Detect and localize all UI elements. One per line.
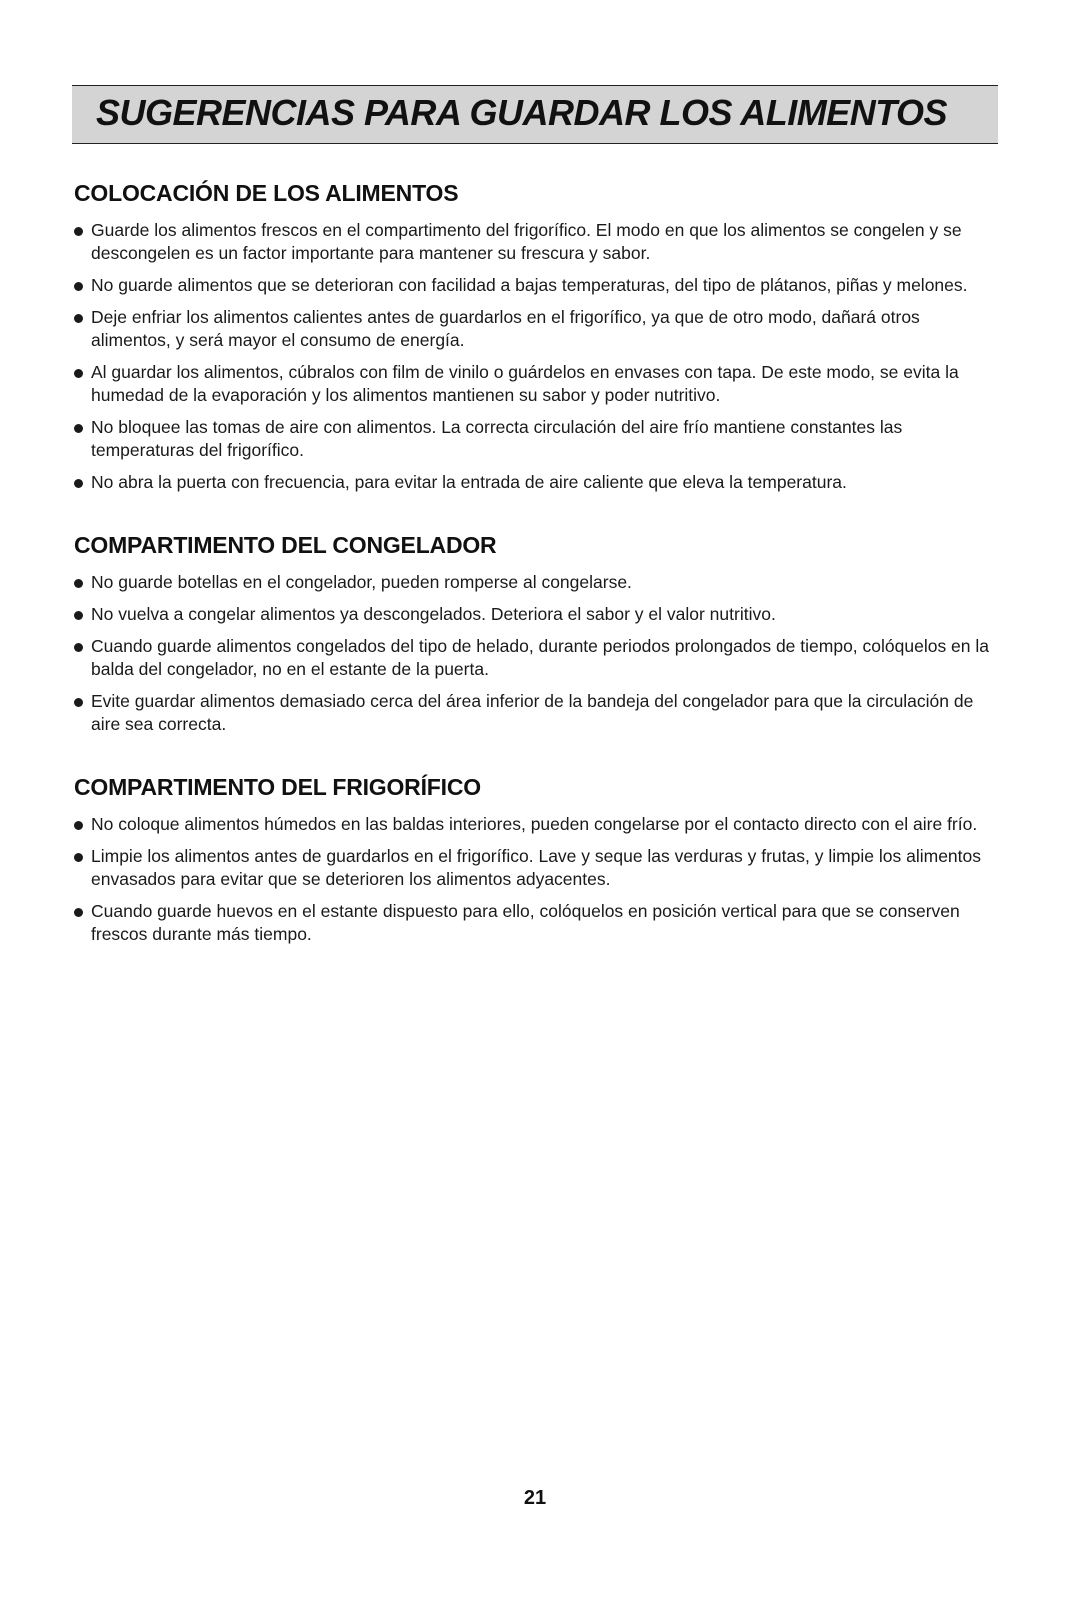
bullet-icon (74, 643, 83, 652)
list-item (74, 813, 994, 836)
bullet-icon (74, 479, 83, 488)
list-item-text: Cuando guarde huevos en el estante dispuesto para ello, colóquelos en posición vertical para que se conserven frescos durante más tiempo. (91, 901, 960, 944)
bullet-icon (74, 369, 83, 378)
list-item (74, 603, 994, 626)
list-item-text: Evite guardar alimentos demasiado cerca del área inferior de la bandeja del congelador para que la circulación de aire sea correcta. (91, 691, 974, 734)
page-number: 21 (523, 1487, 547, 1509)
bullet-icon (74, 314, 83, 323)
bullet-icon (74, 579, 83, 588)
list-item-text: No guarde botellas en el congelador, pueden romperse al congelarse. (91, 572, 632, 592)
bullet-icon (74, 227, 83, 236)
list-item (74, 416, 994, 462)
bullet-icon (74, 698, 83, 707)
document-body (74, 180, 994, 955)
list-item-text: Deje enfriar los alimentos calientes antes de guardarlos en el frigorífico, ya que de otro modo, dañará otros alimentos, y será mayor el consumo de energía. (91, 307, 920, 350)
section-heading: COMPARTIMENTO DEL FRIGORÍFICO (74, 774, 481, 800)
section-heading: COMPARTIMENTO DEL CONGELADOR (74, 532, 497, 558)
list-item-text: No coloque alimentos húmedos en las baldas interiores, pueden congelarse por el contacto directo con el aire frío. (91, 814, 978, 834)
bullet-icon (74, 853, 83, 862)
bullet-icon (74, 908, 83, 917)
section-heading: COLOCACIÓN DE LOS ALIMENTOS (74, 180, 459, 206)
bullet-list (74, 813, 994, 946)
page-title-banner (72, 85, 998, 144)
list-item (74, 571, 994, 594)
section-food-placement (74, 180, 994, 494)
list-item (74, 306, 994, 352)
bullet-list (74, 219, 994, 494)
list-item-text: No bloquee las tomas de aire con alimentos. La correcta circulación del aire frío mantiene constantes las temperaturas del frigorífico. (91, 417, 903, 460)
list-item (74, 361, 994, 407)
list-item (74, 635, 994, 681)
list-item-text: Al guardar los alimentos, cúbralos con film de vinilo o guárdelos en envases con tapa. De este modo, se evita la humedad de la evaporación y los alimentos mantienen su sabor y poder nutritivo. (91, 362, 959, 405)
list-item-text: Cuando guarde alimentos congelados del tipo de helado, durante periodos prolongados de tiempo, colóquelos en la balda del congelador, no en el estante de la puerta. (91, 636, 990, 679)
page-title: SUGERENCIAS PARA GUARDAR LOS ALIMENTOS (96, 92, 948, 133)
bullet-icon (74, 282, 83, 291)
list-item-text: No abra la puerta con frecuencia, para evitar la entrada de aire caliente que eleva la temperatura. (91, 472, 847, 492)
list-item-text: Guarde los alimentos frescos en el compartimento del frigorífico. El modo en que los alimentos se congelen y se descongelen es un factor importante para mantener su frescura y sabor. (91, 220, 962, 263)
bullet-icon (74, 611, 83, 620)
list-item-text: Limpie los alimentos antes de guardarlos en el frigorífico. Lave y seque las verduras y frutas, y limpie los alimentos envasados para evitar que se deterioren los alimentos adyacentes. (91, 846, 982, 889)
list-item (74, 690, 994, 736)
list-item-text: No guarde alimentos que se deterioran con facilidad a bajas temperaturas, del tipo de plátanos, piñas y melones. (91, 275, 968, 295)
list-item (74, 845, 994, 891)
list-item (74, 274, 994, 297)
section-freezer-compartment (74, 532, 994, 736)
bullet-icon (74, 821, 83, 830)
list-item (74, 900, 994, 946)
bullet-list (74, 571, 994, 736)
list-item (74, 219, 994, 265)
bullet-icon (74, 424, 83, 433)
list-item-text: No vuelva a congelar alimentos ya descongelados. Deteriora el sabor y el valor nutritivo. (91, 604, 776, 624)
section-fridge-compartment (74, 774, 994, 946)
list-item (74, 471, 994, 494)
